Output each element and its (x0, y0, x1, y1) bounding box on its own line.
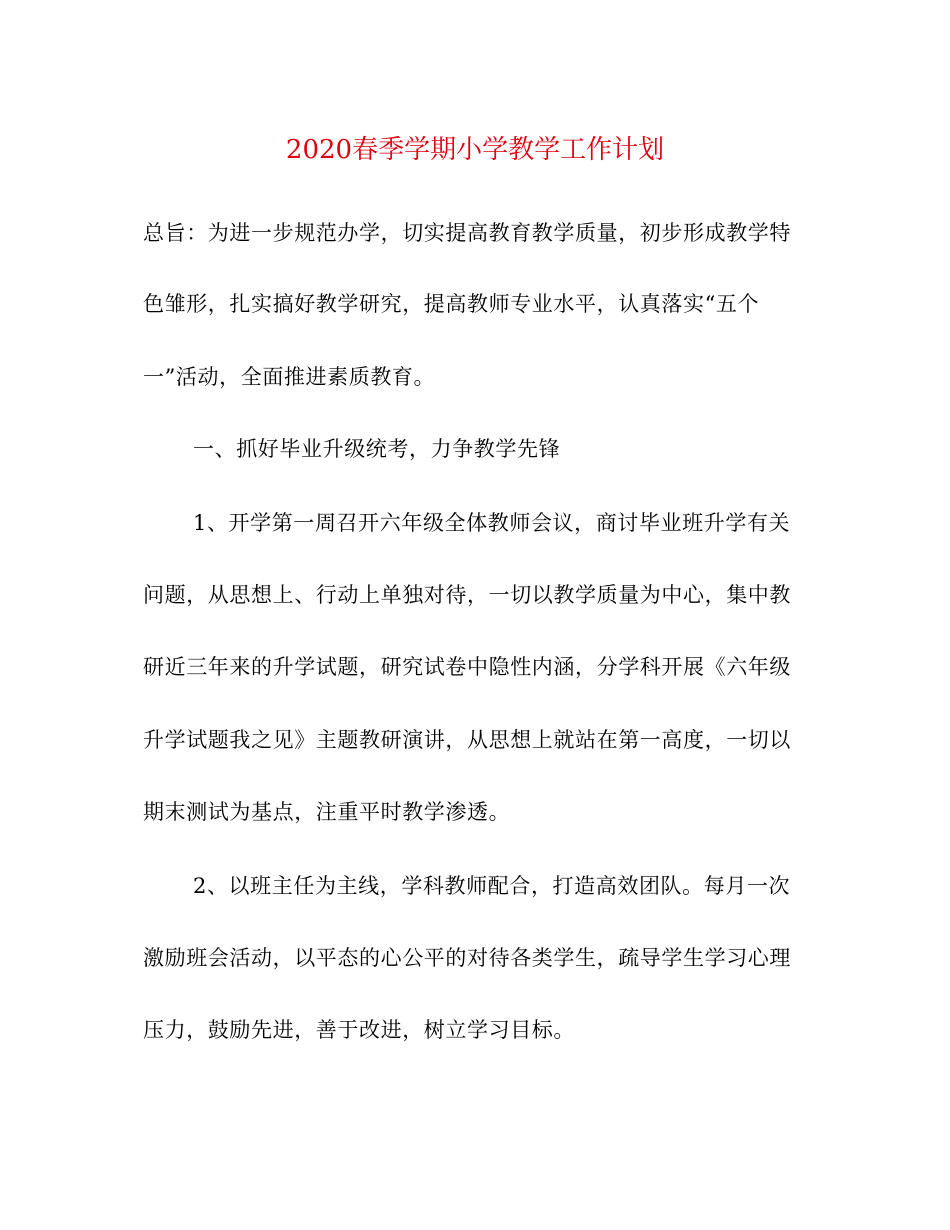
paragraph-1-line-2: 问题，从思想上、行动上单独对待，一切以教学质量为中心，集中教 (143, 583, 791, 607)
section-heading-1: 一、抓好毕业升级统考，力争教学先锋 (193, 437, 561, 461)
summary-line-3: 一”活动，全面推进素质教育。 (143, 365, 436, 389)
paragraph-2-line-2: 激励班会活动，以平态的心公平的对待各类学生，疏导学生学习心理 (143, 946, 791, 970)
paragraph-2-line-3: 压力，鼓励先进，善于改进，树立学习目标。 (143, 1018, 575, 1042)
summary-line-1: 总旨：为进一步规范办学，切实提高教育教学质量，初步形成教学特 (143, 221, 791, 245)
paragraph-1-line-5: 期末测试为基点，注重平时教学渗透。 (143, 800, 511, 824)
paragraph-1-line-3: 研近三年来的升学试题，研究试卷中隐性内涵，分学科开展《六年级 (143, 655, 791, 679)
paragraph-1-line-4: 升学试题我之见》主题教研演讲，从思想上就站在第一高度，一切以 (143, 728, 791, 752)
document-title: 2020春季学期小学教学工作计划 (285, 135, 665, 165)
summary-line-2: 色雏形，扎实搞好教学研究，提高教师专业水平，认真落实“五个 (143, 292, 760, 316)
paragraph-1-line-1: 1、开学第一周召开六年级全体教师会议，商讨毕业班升学有关 (193, 511, 791, 535)
paragraph-2-line-1: 2、以班主任为主线，学科教师配合，打造高效团队。每月一次 (193, 874, 791, 898)
